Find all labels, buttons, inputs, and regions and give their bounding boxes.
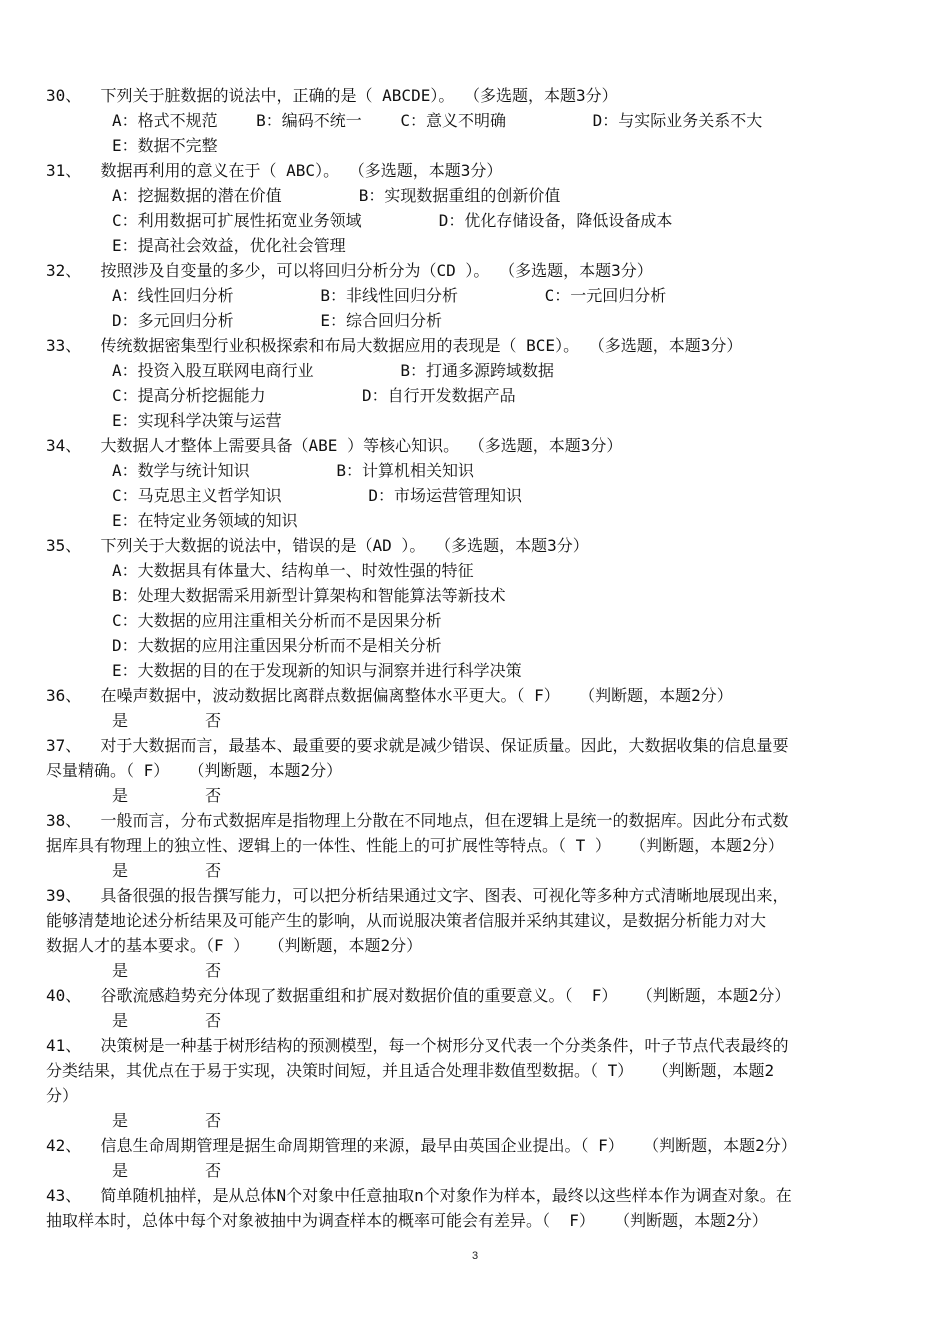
question-31-options: C：利用数据可扩展性拓宽业务领域 D：优化存储设备，降低设备成本 [112, 211, 673, 230]
question-34-line: 34、 大数据人才整体上需要具备（ABE ）等核心知识。 （多选题，本题3分） [46, 436, 623, 455]
question-33-options: C：提高分析挖掘能力 D：自行开发数据产品 [112, 386, 516, 405]
question-37-line: 37、 对于大数据而言，最基本、最重要的要求就是减少错误、保证质量。因此，大数据收集的信息量要 [46, 736, 789, 755]
true-false-choice: 是 否 [112, 861, 222, 880]
question-30-options: E：数据不完整 [112, 136, 218, 155]
question-41-line: 分） [46, 1086, 79, 1105]
question-42-line: 42、 信息生命周期管理是据生命周期管理的来源，最早由英国企业提出。（ F） （判断题，本题2分） [46, 1136, 797, 1155]
question-35-options: A：大数据具有体量大、结构单一、时效性强的特征 [112, 561, 474, 580]
question-34-options: C：马克思主义哲学知识 D：市场运营管理知识 [112, 486, 522, 505]
question-39-line: 能够清楚地论述分析结果及可能产生的影响，从而说服决策者信服并采纳其建议，是数据分析能力对大 [46, 911, 767, 930]
question-35-options: B：处理大数据需采用新型计算架构和智能算法等新技术 [112, 586, 506, 605]
true-false-choice: 是 否 [112, 961, 222, 980]
question-41-line: 41、 决策树是一种基于树形结构的预测模型，每一个树形分叉代表一个分类条件，叶子节点代表最终的 [46, 1036, 789, 1055]
question-33-options: E：实现科学决策与运营 [112, 411, 282, 430]
question-40-line: 40、 谷歌流感趋势充分体现了数据重组和扩展对数据价值的重要意义。（ F） （判断题，本题2分） [46, 986, 791, 1005]
question-35-options: C：大数据的应用注重相关分析而不是因果分析 [112, 611, 442, 630]
question-35-options: D：大数据的应用注重因果分析而不是相关分析 [112, 636, 442, 655]
true-false-choice: 是 否 [112, 786, 222, 805]
true-false-choice: 是 否 [112, 711, 222, 730]
question-30-options: A：格式不规范 B：编码不统一 C：意义不明确 D：与实际业务关系不大 [112, 111, 763, 130]
question-30-line: 30、 下列关于脏数据的说法中，正确的是（ ABCDE）。 （多选题，本题3分） [46, 86, 618, 105]
question-32-line: 32、 按照涉及自变量的多少，可以将回归分析分为（CD ）。 （多选题，本题3分） [46, 261, 653, 280]
question-39-line: 39、 具备很强的报告撰写能力，可以把分析结果通过文字、图表、可视化等多种方式清晰地展现出来， [46, 886, 789, 905]
question-34-options: A：数学与统计知识 B：计算机相关知识 [112, 461, 474, 480]
question-31-options: A：挖掘数据的潜在价值 B：实现数据重组的创新价值 [112, 186, 561, 205]
question-31-line: 31、 数据再利用的意义在于（ ABC）。 （多选题，本题3分） [46, 161, 503, 180]
question-32-options: A：线性回归分析 B：非线性回归分析 C：一元回归分析 [112, 286, 667, 305]
question-31-options: E：提高社会效益，优化社会管理 [112, 236, 346, 255]
question-33-options: A：投资入股互联网电商行业 B：打通多源跨域数据 [112, 361, 554, 380]
question-32-options: D：多元回归分析 E：综合回归分析 [112, 311, 442, 330]
question-43-line: 抽取样本时，总体中每个对象被抽中为调查样本的概率可能会有差异。（ F） （判断题，本题2分） [46, 1211, 768, 1230]
question-33-line: 33、 传统数据密集型行业积极探索和布局大数据应用的表现是（ BCE）。 （多选题，本题3分） [46, 336, 743, 355]
question-39-line: 数据人才的基本要求。（F ） （判断题，本题2分） [46, 936, 423, 955]
question-35-line: 35、 下列关于大数据的说法中，错误的是（AD ）。 （多选题，本题3分） [46, 536, 589, 555]
question-41-line: 分类结果，其优点在于易于实现，决策时间短，并且适合处理非数值型数据。（ T） （判断题，本题2 [46, 1061, 775, 1080]
true-false-choice: 是 否 [112, 1111, 222, 1130]
question-43-line: 43、 简单随机抽样，是从总体N个对象中任意抽取n个对象作为样本，最终以这些样本作为调查对象。在 [46, 1186, 792, 1205]
page-number: 3 [471, 1250, 479, 1262]
question-36-line: 36、 在噪声数据中，波动数据比离群点数据偏离整体水平更大。（ F） （判断题，本题2分） [46, 686, 733, 705]
question-38-line: 据库具有物理上的独立性、逻辑上的一体性、性能上的可扩展性等特点。（ T ） （判断题，本题2分） [46, 836, 784, 855]
true-false-choice: 是 否 [112, 1161, 222, 1180]
question-34-options: E：在特定业务领域的知识 [112, 511, 298, 530]
question-35-options: E：大数据的目的在于发现新的知识与洞察并进行科学决策 [112, 661, 522, 680]
question-38-line: 38、 一般而言，分布式数据库是指物理上分散在不同地点，但在逻辑上是统一的数据库。因此分布式数 [46, 811, 789, 830]
true-false-choice: 是 否 [112, 1011, 222, 1030]
question-37-line: 尽量精确。（ F） （判断题，本题2分） [46, 761, 343, 780]
